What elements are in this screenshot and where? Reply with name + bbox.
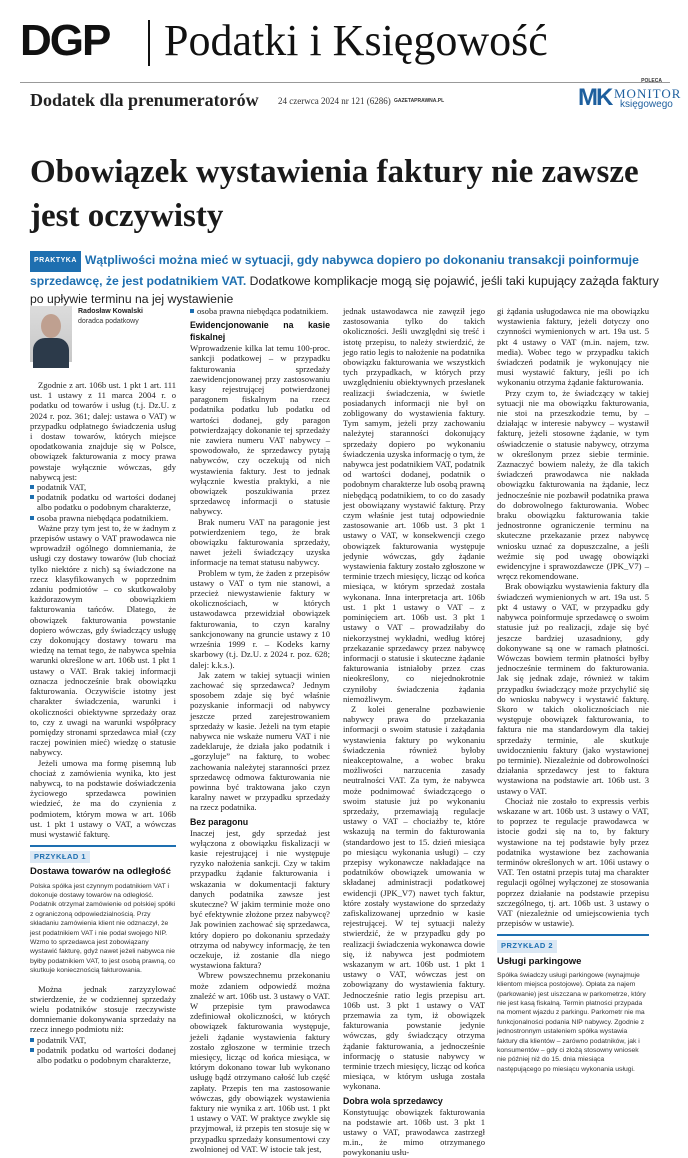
- bullet-list: [190, 306, 330, 316]
- paragraph: Ważne przy tym jest to, że w żadnym z przepisów ustawy o VAT prawodawca nie wprowadził ogólnego domniemania, że usługi czy dostawy towarów (lub chociaż tylko niektóre z nich) są świadczone na rzecz klasyfikowanych w poprzednim zdaniu podmiotów – co skutkowałoby każdorazowym obowiązkiem fakturowania tańców. Dlatego, że obowiązek fakturowania powstanie dopiero wówczas, gdy świadczący usługę czy dokonujący dostawy towaru ma wiedzę na temat tego, że nabywca spełnia warunki określone w art. 106b ust. 1 pkt 1 ustawy o VAT. Brak takiej informacji oznacza jednocześnie brak obowiązku fakturowania. Oczywiście istotny jest charakter świadczenia, warunki i okoliczności obiektywne sprzedaży oraz to, czy z uwagi na warunki współpracy pomiędzy stronami sprzedawca miał (czy raczej powinien mieć) wiedzę o statusie nabywcy.: [30, 522, 176, 758]
- article-column-1: [30, 306, 176, 1065]
- paragraph: Chociaż nie zostało to expressis verbis wskazane w art. 106b ust. 3 ustawy o VAT, to poprzez te regulacje prawodawca w istocie godzi się na to, by faktury wystawione na tej podstawie były przez podatnika wystawione bez zachowania terminów określonych w art. 106i ustawy o VAT. Ten ostatni przepis tutaj ma charakter regulacji ogólnej wyłączonej ze stosowania poprzez działanie na podstawie przepisu szczególnego, tj. art. 106b ust. 3 ustawy o VAT (niezależnie od umiejscowienia tych przepisów w ustawie).: [497, 795, 649, 929]
- avatar: [30, 306, 72, 362]
- dgp-logo[interactable]: DGP: [20, 16, 110, 65]
- lead-highlight: Wątpliwości można mieć w sytuacji, gdy nabywca dopiero po dokonaniu transakcji poinformuje sprzedawcę, że jest podatnikiem VAT.: [30, 253, 639, 288]
- lead-tag: PRAKTYKA: [30, 251, 81, 272]
- example-title: Dostawa towarów na odległość: [30, 866, 171, 878]
- list-item: podatnik VAT,: [30, 1035, 176, 1045]
- paragraph: Konstytuując obowiązek fakturowania na podstawie art. 106b ust. 3 pkt 1 ustawy o VAT, prawodawca zastrzegł m.in., że mimo otrzymanego powykonaniu usłu-: [343, 1106, 485, 1158]
- example-box-2: [497, 934, 649, 1074]
- example-body: Spółka świadczy usługi parkingowe (wynajmuje klientom miejsca postojowe). Opłata za najem (parkowanie) jest uiszczana w parkometrze, który nie jest kasą fiskalną. Termin płatności przypada na moment wjazdu z parkingu. Parkometr nie ma funkcjonalności podania NIP nabywcy. Zgodnie z jednostronnym ustaleniem spółka wystawia faktury dla klientów – zarówno podatników, jak i konsumentów – gdy ci złożą stosowny wniosek nie później niż do 15. dnia miesiąca następującego po miesiącu wykonania usługi.: [497, 971, 646, 1073]
- example-body: Polska spółka jest czynnym podatnikiem VAT i dokonuje dostawy towarów na odległość. Podatnik otrzymał zamówienie od polskiej spółki z ograniczoną odpowiedzialnością. Przy składaniu zamówienia klient nie odznaczył, że jest podatnikiem VAT i nie podał swojego NIP. Wzmo to sprzedawca jest zobowiązany wystawić fakturę, gdyż nawet jeżeli nabywca nie byłby podatnikiem VAT, to jest osobą prawną, co skutkuje koniecznością fakturowania.: [30, 882, 176, 975]
- subheading: Dobra wola sprzedawcy: [343, 1095, 443, 1106]
- mk-logo-ksiegowego: księgowego: [620, 99, 673, 110]
- issue-date: 24 czerwca 2024 nr 121 (6286): [278, 96, 391, 106]
- masthead-divider: [148, 20, 150, 66]
- paragraph: Zgodnie z art. 106b ust. 1 pkt 1 art. 111 ust. 1 ustawy z 11 marca 2004 r. o podatku od towarów i usług (t.j. Dz.U. z 2024 r. poz. 361; dalej: ustawa o VAT) w przypadku odpłatnego świadczenia usług i dostaw towarów, których miejsce opodatkowania znajduje się w Polsce, obowiązek fakturowania z mocy prawa powstaje wyłącznie wówczas, gdy nabywcą jest:: [30, 380, 176, 482]
- monitor-ksiegowego-logo[interactable]: [578, 84, 688, 114]
- author-role: doradca podatkowy: [78, 318, 139, 325]
- paragraph: Jak zatem w takiej sytuacji winien zachować się sprzedawca? Jednym sposobem zdaje się być właśnie pozyskanie informacji od nabywcy jeszcze przed zarejestrowaniem sprzedaży w kasie. Jeżeli na tym etapie nabywca nie wskaże numeru VAT i nie zadeklaruje, że działa jako podatnik i „gorzyluje” na fakturę, to wobec zachowania należytej staranności przez sprzedawcę odmowa fakturowania nie powinna być traktowana jako czyn karalny nawet w przypadku sprzedaży na rzecz podatnika.: [190, 669, 330, 813]
- subheading: Ewidencjonowanie na kasie fiskalnej: [190, 320, 330, 343]
- paragraph: Z kolei generalne pozbawienie nabywcy prawa do przekazania informacji o swoim statusie i zażądania wystawienia faktury po wykonaniu świadczenia również byłoby nieakceptowalne, a wobec braku możliwości narzucenia zasady neutralności VAT. Za tym, że nabywca może podnimować świadczącego o swoim statusie już po wykonaniu sprzedaży, przemawiają regulacje ustawy o VAT – chociażby te, które wskazują na termin do fakturowania (standardowo jest to 15. dzień miesiąca po miesiącu wykonania usługi) – czy przepisy wykonawcze nakładające na podatników obowiązek umowania w składanej administracji podatkowej ewidencji (JPK_V7) nawet tych faktur, które zostały wystawione do sprzedaży zafiskalizowanej uprzednio w kasie rejestrującej. W tej sytuacji należy stwierdzić, że w przypadku gdy po realizacji świadczenia wykonawca dowie się, iż nabywca jest podmiotem wskazanym w art. 106b ust. 1 pkt 1 ustawy o VAT, wówczas jest on zobowiązany do wystawienia faktury. Jednocześnie ratio legis przepisu art. 106b ust. 3 pkt 1 ustawy o VAT przemawia za tym, iż obowiązek fakturowania powstanie jedynie wówczas, gdy świadczący otrzyma żądanie fakturowania, a jednocześnie informację o statusie nabywcy w terminie trzech miesięcy, licząc od końca miesiąca, w którym usługa została wykonana.: [343, 703, 485, 1092]
- paragraph: Wprowadzenie kilka lat temu 100-proc. sankcji podatkowej – w przypadku fakturowania sprzedaży zaewidencjonowanej przy zastosowaniu kasy rejestrującej potwierdzonej paragonem fiskalnym na rzecz podatnika podatku lub podatku od wartości dodanej, gdy paragon potwierdzający dokonanie tej sprzedaży nie zawiera numeru VAT nabywcy – spowodowało, że sprzedawcy pytają nabywców, czy oczekują od nich wystawienia faktury. Jest to jednak wyłącznie kwestia praktyki, a nie obowiązek poszukiwania przez sprzedawcę informacji o statusie nabywcy.: [190, 343, 330, 517]
- example-box-1: [30, 845, 176, 975]
- mk-logo-letters: MK: [578, 84, 612, 111]
- paragraph: Problem w tym, że żaden z przepisów ustawy o VAT o tym nie stanowi, a przecież niewystawienie faktury w okolicznościach, w których ustawodawca przewidział obowiązek fakturowania, to czyn karalny sankcjonowany na gruncie ustawy z 10 września 1999 r. – Kodeks karny skarbowy (t.j. Dz.U. z 2024 r. poz. 628; dalej: k.k.s.).: [190, 567, 330, 670]
- mk-logo-monitor: MONITOR: [614, 86, 682, 101]
- article-column-3: [343, 306, 485, 1158]
- author-block: [30, 306, 176, 368]
- paragraph: gi żądania usługodawca nie ma obowiązku wystawienia faktury, jeżeli dotyczy ono czynności wymienionych w art. 19a ust. 5 pkt 4 ustawy o VAT (m.in. najem, tzw. media). Wobec tego w przypadku takich świadczeń podatnik je wykonujący nie musi wystawić faktury, jeśli po ich wykonaniu otrzyma żądanie fakturowania.: [497, 306, 649, 388]
- bullet-list: [30, 482, 176, 523]
- list-item: osoba prawna niebędąca podatnikiem.: [190, 306, 330, 316]
- list-item: osoba prawna niebędąca podatnikiem.: [30, 513, 176, 523]
- paragraph: Brak obowiązku wystawienia faktury dla świadczeń wymienionych w art. 19a ust. 5 pkt 4 ustawy o VAT, w przypadku gdy nabywca poinformuje sprzedawcę o swoim statusie już po realizacji, zdaje się być jeszcze bardziej uzasadniony, gdy dokonywane są one w ramach płatności. Wówczas bowiem termin płatności byłby jednocześnie terminem do fakturowania. Jak się jednak zdaje, również w takim przypadku świadczący może przychylić się do wniosku nabywcy i wystawić fakturę. Skoro w takich okolicznościach nie występuje obowiązek fakturowania, to faktura nie ma standardowym dla takiej sprzedaży terminie, ale skutkuje uwidocznieniu faktury (jako wystawionej po terminie). Niezależnie od dobrowolności działania sprzedawcy jest to faktura wystawiona na podstawie art. 106b ust. 3 ustawy o VAT.: [497, 581, 649, 796]
- paragraph: Można jednak zarzyzylować stwierdzenie, że w codziennej sprzedaży wielu podatników stosuje rzeczywiste domniemanie dokonywania sprzedaży na rzecz innego podmiotu niż:: [30, 983, 176, 1035]
- paragraph: Inaczej jest, gdy sprzedaż jest wyłączona z obowiązku fiskalizacji w kasie rejestrującej i nie występuje ryzyko nałożenia sankcji. Czy w takim przypadku żądanie fakturowania i wskazania w dokumentacji faktury danych podatnika zawsze jest skuteczne? W jakim terminie może ono być efektywnie złożone przez nabywcę? Jak powinien zachować się sprzedawca, który dopiero po dokonaniu sprzedaży otrzyma od nabywcy informację, że ten oczekuje, iż zostanie dla niego wystawiona faktura?: [190, 827, 330, 971]
- example-label: PRZYKŁAD 2: [497, 940, 557, 952]
- avatar-head: [41, 314, 61, 338]
- section-title: Podatki i Księgowość: [164, 16, 548, 65]
- lead-rest: Dodatkowe komplikacje mogą się pojawić, jeśli taki kupujący zażąda faktury po upływie terminu na jej wystawienie: [30, 273, 659, 306]
- article-headline: Obowiązek wystawienia faktury nie zawsze jest oczywisty: [30, 154, 639, 234]
- publisher-link[interactable]: GAZETAPRAWNA.PL: [394, 98, 445, 104]
- subheading: Bez paragonu: [190, 816, 249, 827]
- bullet-list: [30, 1035, 176, 1066]
- paragraph: Wbrew powszechnemu przekonaniu może zdaniem odpowiedź można znaleźć w art. 106b ust. 3 ustawy o VAT. W przepisie tym prawodawca zdefiniował okoliczności, w których obowiązek fakturowania występuje, jeżeli żądanie wystawienia faktury zostało zgłoszone w terminie trzech miesięcy, licząc od końca miesiąca, w którym dokonano towar lub wykonano usługę bądź otrzymano całość lub część zapłaty. Przepis ten ma zastosowanie wówczas, gdy obowiązek wystawienia faktury nie wynika z art. 106b ust. 1 pkt 1 ustawy o VAT. W praktyce zwykle się przyjmował, iż przepis ten stosuje się w przypadku sprzedaży konsumentowi czy zwolnionej od VAT. W istocie tak jest,: [190, 970, 330, 1154]
- supplement-label: Dodatek dla prenumeratorów: [30, 90, 259, 110]
- avatar-body: [33, 338, 69, 368]
- paragraph: Jeżeli umowa ma formę pisemną lub chociaż z zamówienia wynika, kto jest nabywcą, to na podstawie doświadczenia życiowego sprzedawca powinien wiedzieć, że ma do czynienia z podmiotem, którym mowa w art. 106b ust. 1 pkt 1 ustawy o VAT, a wówczas musi wystawić fakturę.: [30, 757, 176, 839]
- article-column-4: [497, 306, 649, 1074]
- list-item: podatnik podatku od wartości dodanej albo podatku o podobnym charakterze,: [30, 492, 176, 512]
- list-item: podatnik podatku od wartości dodanej albo podatku o podobnym charakterze,: [30, 1045, 176, 1065]
- example-label: PRZYKŁAD 1: [30, 851, 90, 863]
- example-title: Usługi parkingowe: [497, 955, 582, 967]
- issue-line: [30, 78, 682, 114]
- masthead-rule: [20, 82, 670, 83]
- masthead: [20, 14, 670, 74]
- paragraph: jednak ustawodawca nie zawęził jego zastosowania tylko do takich okoliczności. Jeśli uwzględni się treść i istotę przepisu, to należy stwierdzić, że jego ratio legis to nałożenie na podatnika obowiązku fakturowania we wszystkich tych przypadkach, w których przy uwzględnieniu obiektywnych przesłanek realizacji świadczenia, w świetle posiadanych informacji nie był on zobligowany do wystawienia faktury. Tym samym, jeżeli przy zachowaniu należytej staranności dokonujący sprzedaży dopiero po wykonaniu świadczenia uzyska informację o tym, że nabywca jest podatnikiem VAT, podatnik od wartości dodanej, podatnik o podobnym charakterze lub osobą prawną niebędącą podatnikiem, to co do zasady jest obowiązany wystawić fakturę. Przy czym właśnie jest tutaj odpowiednie zastosowanie art. 106b ust. 3 pkt 1 ustawy o VAT, w konsekwencji czego obowiązek fakturowania występuje jedynie wówczas, gdy żądanie wystawienia faktury zostało zgłoszone w terminie trzech miesięcy, licząc od końca miesiąca, w którym sprzedaż została wykonana. Inna interpretacja art. 106b ust. 1 pkt 1 ustawy o VAT – z pominięciem art. 106b ust. 3 pkt 1 ustawy o VAT – prowadziłaby do niekorzystnej wykładni, według której przekazanie sprzedawcy przez nabywcę informacji o statusie i skuteczne żądanie fakturowania istniałoby przez czas nieokreślony, co niejednokrotnie czyniłoby świadczenia żądania niemożliwym.: [343, 306, 485, 704]
- paragraph: Przy czym to, że świadczący w takiej sytuacji nie ma obowiązku fakturowania, nie stoi na przeszkodzie temu, by – działając w interesie nabywcy – wystawił fakturę, jeżeli stosowne żądanie, w tym oświadczenie o statusie nabywcy, otrzyma w określonym przez siebie terminie. Zaznaczyć bowiem należy, że dla takich świadczeń prawodawca nie nakłada obowiązku fakturowania na żądanie, lecz jednocześnie nie pozbawił podatnika prawa do dobrowolnego fakturowania. Wobec braku obowiązku fakturowania takie jednostronne ograniczenie terminu na skuteczne przekazanie przez nabywcę wniosku uznać za dopuszczalne, a jeśli weźmie się pod uwagę obowiązki ewidencyjne i sprawozdawcze (JPK_V7) – wręcz rekomendowane.: [497, 387, 649, 582]
- poleca-label: POLECA: [641, 78, 662, 84]
- list-item: podatnik VAT,: [30, 482, 176, 492]
- article-lead: [30, 251, 660, 309]
- author-name: Radosław Kowalski: [78, 308, 143, 315]
- paragraph: Brak numeru VAT na paragonie jest potwierdzeniem tego, że brak obowiązku fakturowania sprzedaży, nawet jeżeli świadczący uzyska informacje na temat statusu nabywcy.: [190, 516, 330, 568]
- article-column-2: [190, 306, 330, 1154]
